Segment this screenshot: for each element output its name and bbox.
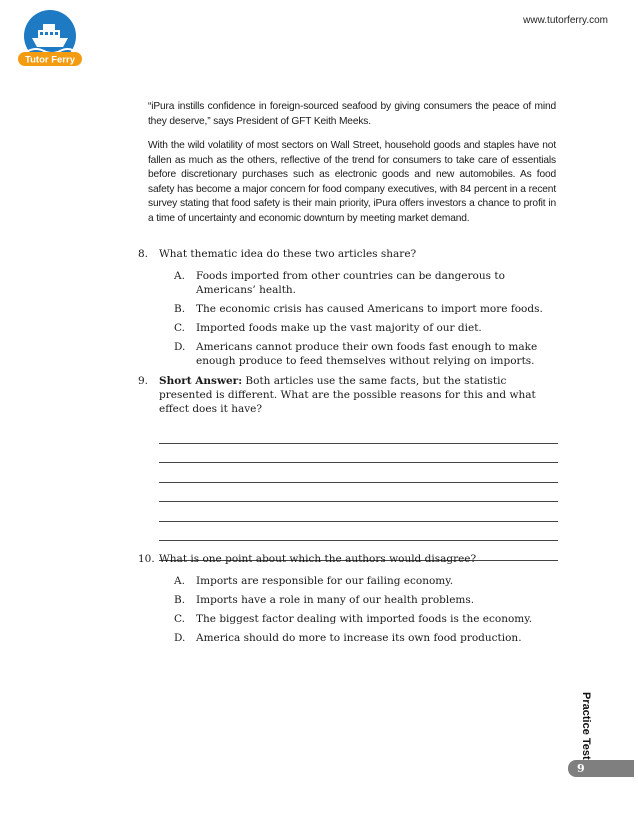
passage-excerpt (148, 100, 556, 236)
question-stem: What thematic idea do these two articles share? (159, 248, 417, 260)
question-8 (138, 247, 558, 373)
question-stem: Short Answer: Both articles use the same facts, but the statistic presented is different. What are the possible reasons for this and what effect does it have? (159, 375, 536, 415)
short-answer-label: Short Answer: (159, 375, 243, 387)
answer-option-d[interactable]: D. America should do more to increase its own food production. (174, 632, 522, 644)
question-stem: What is one point about which the authors would disagree? (159, 553, 477, 565)
tutor-ferry-logo[interactable] (16, 6, 84, 70)
answer-option-b[interactable]: B. The economic crisis has caused Americans to import more foods. (174, 303, 543, 315)
logo-text: Tutor Ferry (25, 54, 75, 66)
answer-line[interactable] (159, 502, 558, 522)
answer-option-a[interactable]: A. Imports are responsible for our failing economy. (174, 575, 454, 587)
answer-option-b[interactable]: B. Imports have a role in many of our health problems. (174, 594, 475, 606)
answer-line[interactable] (159, 444, 558, 464)
site-url[interactable]: www.tutorferry.com (523, 15, 608, 26)
passage-paragraph: With the wild volatility of most sectors on Wall Street, household goods and staples have not fallen as much as the others, reflective of the trend for consumers to take care of essentials before discretionary purchases such as electronic goods and new automobiles. As food safety has become a major concern for food company executives, with 84 percent in a recent survey stating that food safety is their main priority, iPura offers investors a chance to profit in a time of uncertainty and economic downturn by meeting market demand. (148, 140, 556, 224)
question-9 (138, 374, 558, 561)
ferry-icon (16, 6, 84, 70)
question-10 (138, 552, 558, 650)
page-number: 9 (568, 760, 634, 777)
answer-option-c[interactable]: C. The biggest factor dealing with imported foods is the economy. (174, 613, 533, 625)
question-number: 8. (138, 248, 149, 260)
answer-options (174, 269, 558, 368)
answer-option-d[interactable]: D. Americans cannot produce their own foods fast enough to make enough produce to feed themselves without relying on imports. (174, 341, 538, 367)
answer-option-c[interactable]: C. Imported foods make up the vast majority of our diet. (174, 322, 482, 334)
answer-line[interactable] (159, 483, 558, 503)
answer-line[interactable] (159, 522, 558, 542)
section-label: Practice Test (580, 692, 592, 760)
answer-lines[interactable] (159, 424, 558, 561)
passage-paragraph: “iPura instills confidence in foreign-sourced seafood by giving consumers the peace of mind they deserve,” says President of GFT Keith Meeks. (148, 101, 556, 127)
answer-option-a[interactable]: A. Foods imported from other countries can be dangerous to Americans’ health. (174, 270, 505, 296)
answer-options (174, 574, 558, 645)
answer-line[interactable] (159, 424, 558, 444)
question-number: 9. (138, 375, 149, 387)
question-number: 10. (138, 553, 155, 565)
answer-line[interactable] (159, 463, 558, 483)
